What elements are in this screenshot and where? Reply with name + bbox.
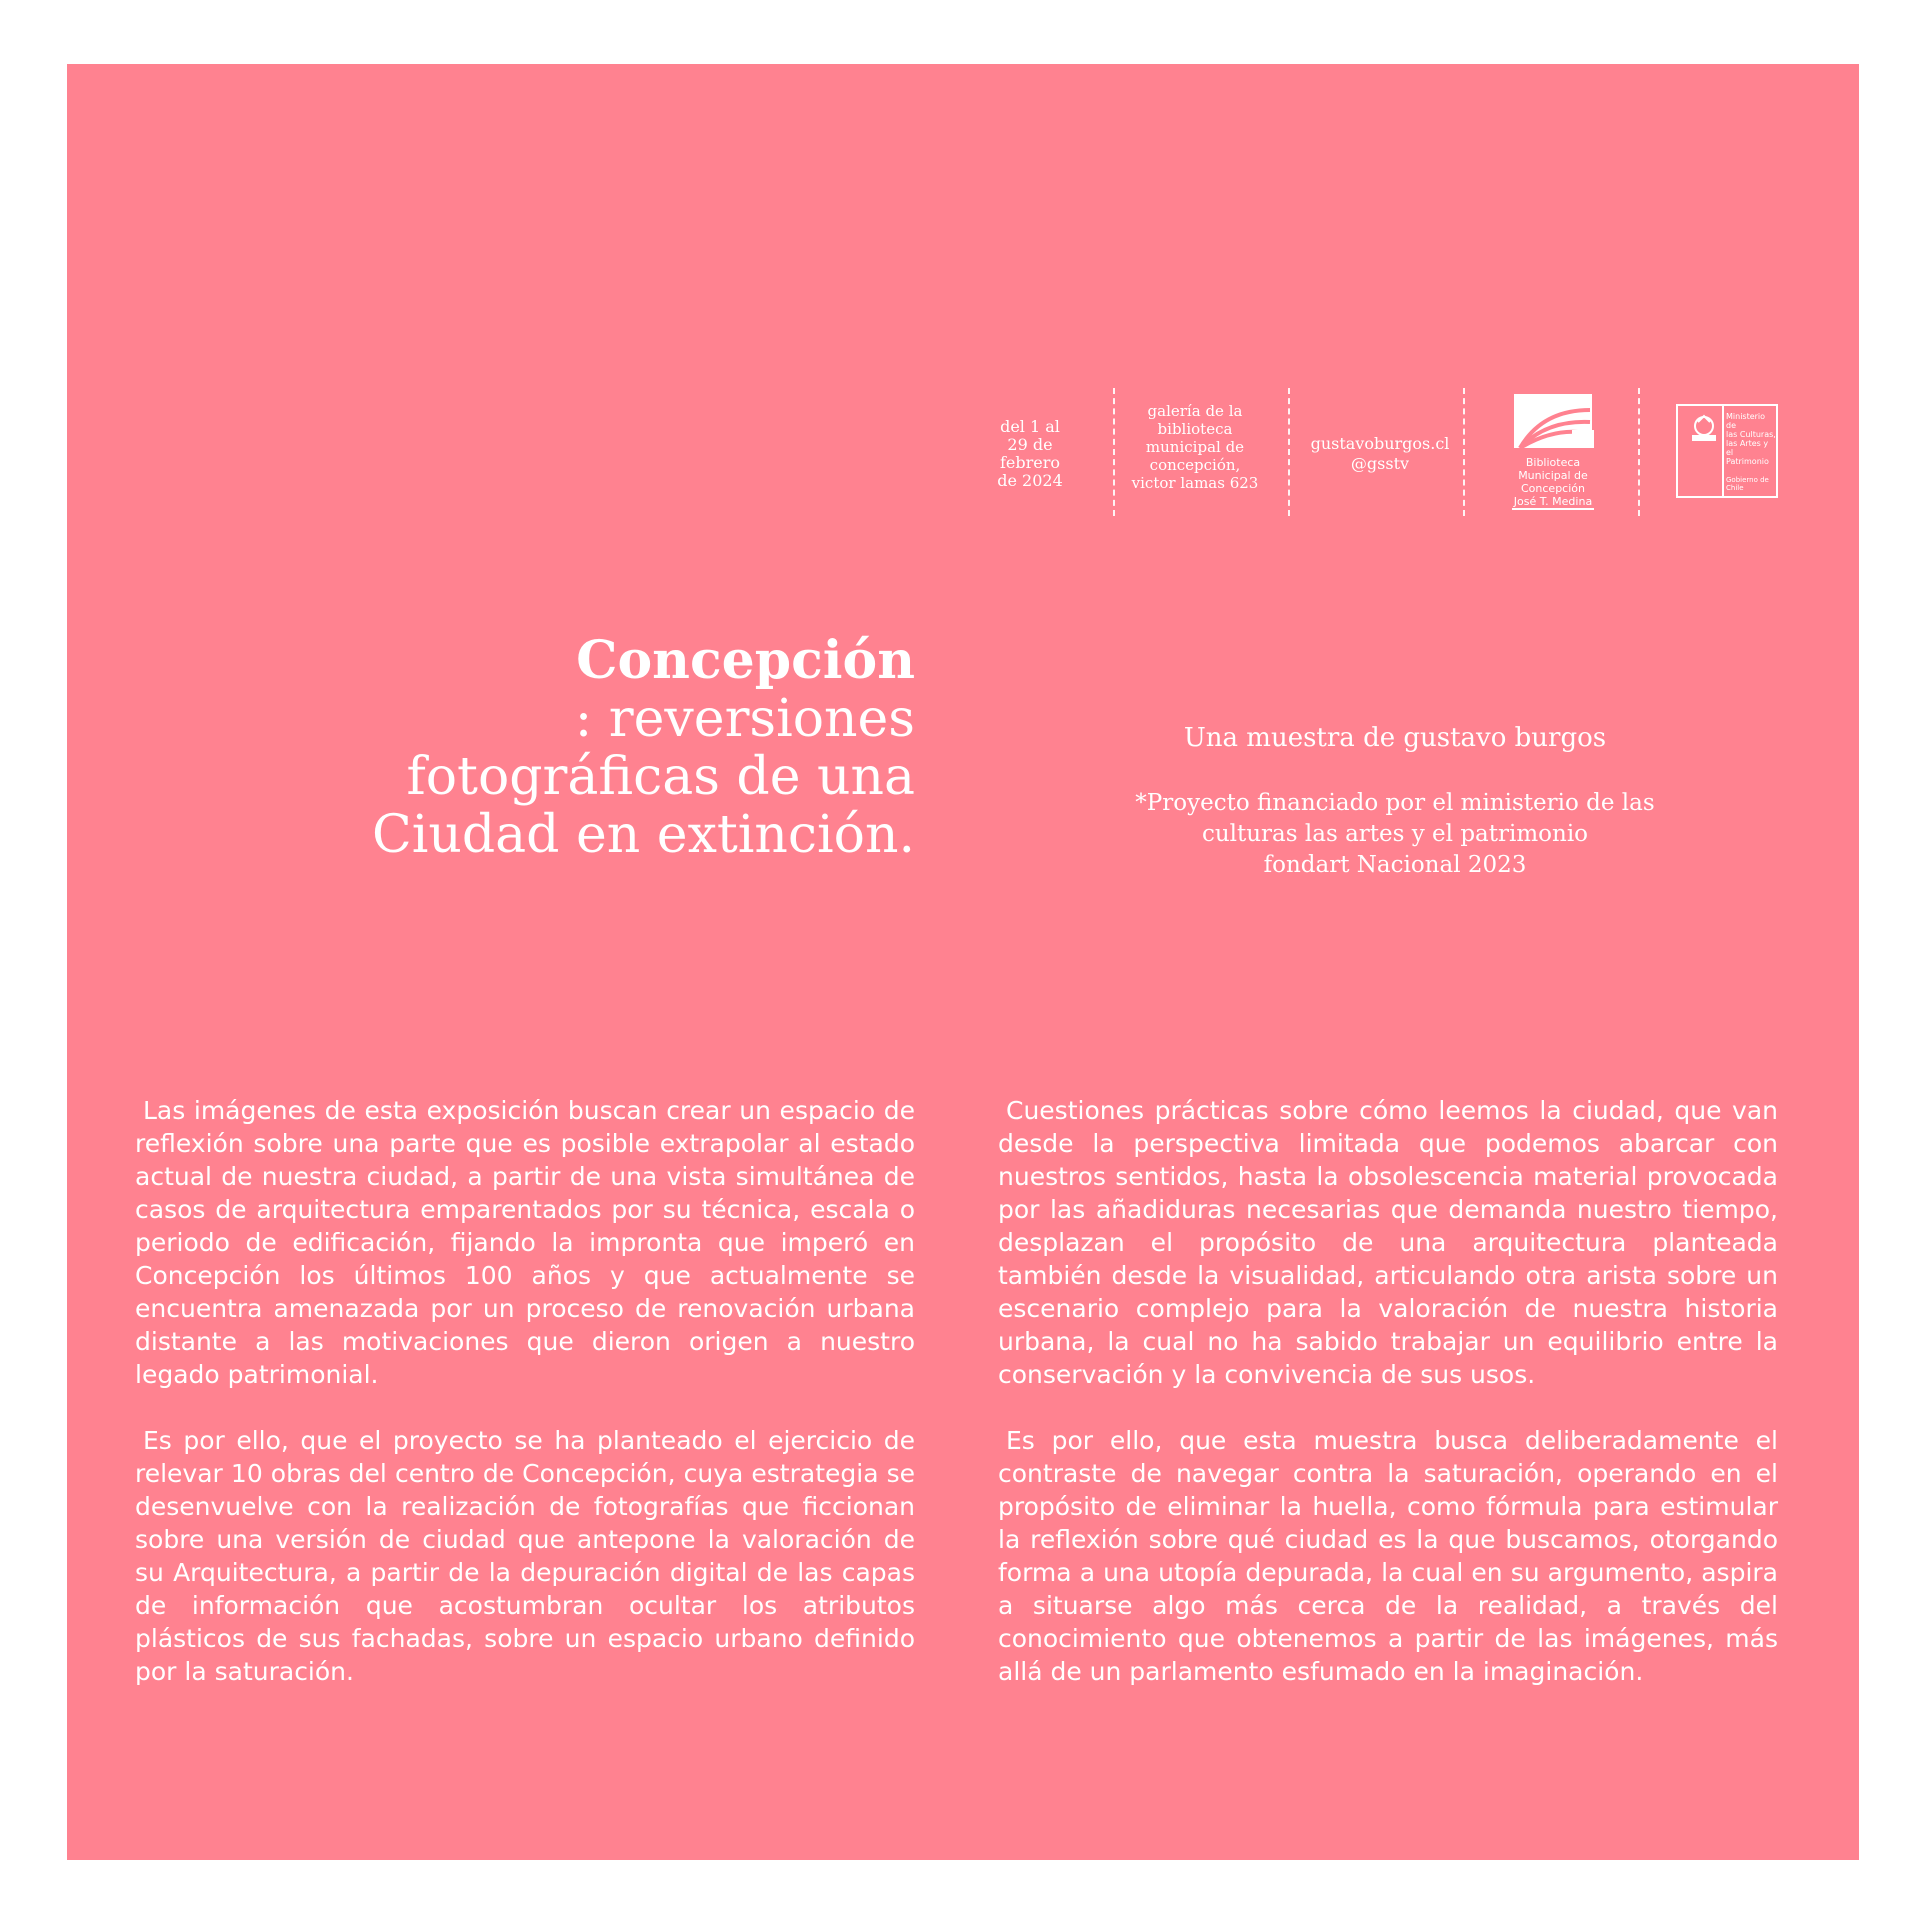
venue-line: concepción, bbox=[1149, 456, 1241, 474]
ministry-logo-line: Ministerio de bbox=[1726, 412, 1766, 430]
dates-line: de 2024 bbox=[997, 471, 1063, 490]
venue-line: municipal de bbox=[1145, 438, 1245, 456]
coat-of-arms-icon bbox=[1684, 410, 1724, 450]
paragraph: Las imágenes de esta exposición buscan crear un espacio de reflexión sobre una parte que es posible extrapolar al estado actual de nuestra ciudad, a partir de una vista simultánea de casos de arquitectura emparentados por su técnica, escala o periodo de edificación, fijando la impronta que imperó en Concepción los últimos 100 años y que actualmente se encuentra amenazada por un proceso de renovación urbana distante a las motivaciones que dieron origen a nuestro legado patrimonial. bbox=[135, 1096, 915, 1389]
library-logo-line: Concepción bbox=[1521, 482, 1585, 495]
body-left-column bbox=[135, 1094, 915, 1721]
venue-block bbox=[1120, 402, 1270, 492]
funding-line: culturas las artes y el patrimonio bbox=[1201, 821, 1589, 847]
ministry-logo-line: las Artes y el bbox=[1726, 439, 1769, 457]
library-logo-line: Biblioteca bbox=[1525, 456, 1581, 469]
funding-line: *Proyecto financiado por el ministerio de las bbox=[1135, 790, 1655, 816]
ministry-logo-line: Patrimonio bbox=[1726, 457, 1769, 466]
dates-line: febrero bbox=[999, 453, 1061, 472]
dates-line: 29 de bbox=[1007, 435, 1053, 454]
separator bbox=[1113, 388, 1115, 516]
funding-note bbox=[1005, 788, 1785, 881]
title-city: Concepción bbox=[576, 630, 915, 691]
ministry-logo bbox=[1676, 404, 1778, 498]
ministry-logo-line: las Culturas, bbox=[1726, 430, 1776, 439]
library-logo-line: Municipal de bbox=[1518, 469, 1588, 482]
contact-block bbox=[1295, 434, 1465, 474]
dates-block bbox=[975, 418, 1085, 490]
title-line-3: Ciudad en extinción. bbox=[371, 805, 915, 865]
body-right-column bbox=[998, 1094, 1778, 1721]
website-text: gustavoburgos.cl bbox=[1310, 434, 1450, 453]
exhibition-title bbox=[155, 632, 915, 864]
paragraph: Es por ello, que esta muestra busca deliberadamente el contraste de navegar contra la saturación, operando en el propósito de eliminar la huella, como fórmula para estimular la reflexión sobre qué ciudad es la que buscamos, otorgando forma a una utopía depurada, la cual en su argumento, aspira a situarse algo más cerca de la realidad, a través del conocimiento que obtenemos a partir de las imágenes, más allá de un parlamento esfumado en la imaginación. bbox=[998, 1426, 1778, 1686]
funding-line: fondart Nacional 2023 bbox=[1263, 852, 1527, 878]
ministry-footer: Gobierno de Chile bbox=[1726, 476, 1769, 492]
dates-line: del 1 al bbox=[1000, 417, 1060, 436]
title-line-1-rest: : reversiones bbox=[574, 689, 915, 749]
separator bbox=[1463, 388, 1465, 516]
venue-line: galería de la bbox=[1147, 402, 1243, 420]
paragraph: Es por ello, que el proyecto se ha planteado el ejercicio de relevar 10 obras del centro de Concepción, cuya estrategia se desenvuelve con la realización de fotografías que ficcionan sobre una versión de ciudad que antepone la valoración de su Arquitectura, a partir de la depuración digital de las capas de información que acostumbran ocultar los atributos plásticos de sus fachadas, sobre un espacio urbano definido por la saturación. bbox=[135, 1426, 915, 1686]
library-logo-line: José T. Medina bbox=[1513, 495, 1593, 508]
author-line bbox=[1005, 722, 1785, 754]
author-text: Una muestra de gustavo burgos bbox=[1183, 723, 1607, 753]
separator bbox=[1638, 388, 1640, 516]
separator bbox=[1288, 388, 1290, 516]
venue-line: victor lamas 623 bbox=[1131, 474, 1259, 492]
paragraph: Cuestiones prácticas sobre cómo leemos la ciudad, que van desde la perspectiva limitada que podemos abarcar con nuestros sentidos, hasta la obsolescencia material provocada por las añadiduras necesarias que demanda nuestro tiempo, desplazan el propósito de una arquitectura planteada también desde la visualidad, articulando otra arista sobre un escenario complejo para la valoración de nuestra historia urbana, la cual no ha sabido trabajar un equilibrio entre la conservación y la convivencia de sus usos. bbox=[998, 1096, 1778, 1389]
venue-line: biblioteca bbox=[1157, 420, 1233, 438]
library-logo bbox=[1512, 392, 1602, 514]
library-logo-icon bbox=[1512, 392, 1602, 452]
title-line-2: fotográficas de una bbox=[406, 747, 915, 807]
title-line-1 bbox=[155, 632, 915, 748]
social-handle: @gsstv bbox=[1350, 454, 1410, 473]
